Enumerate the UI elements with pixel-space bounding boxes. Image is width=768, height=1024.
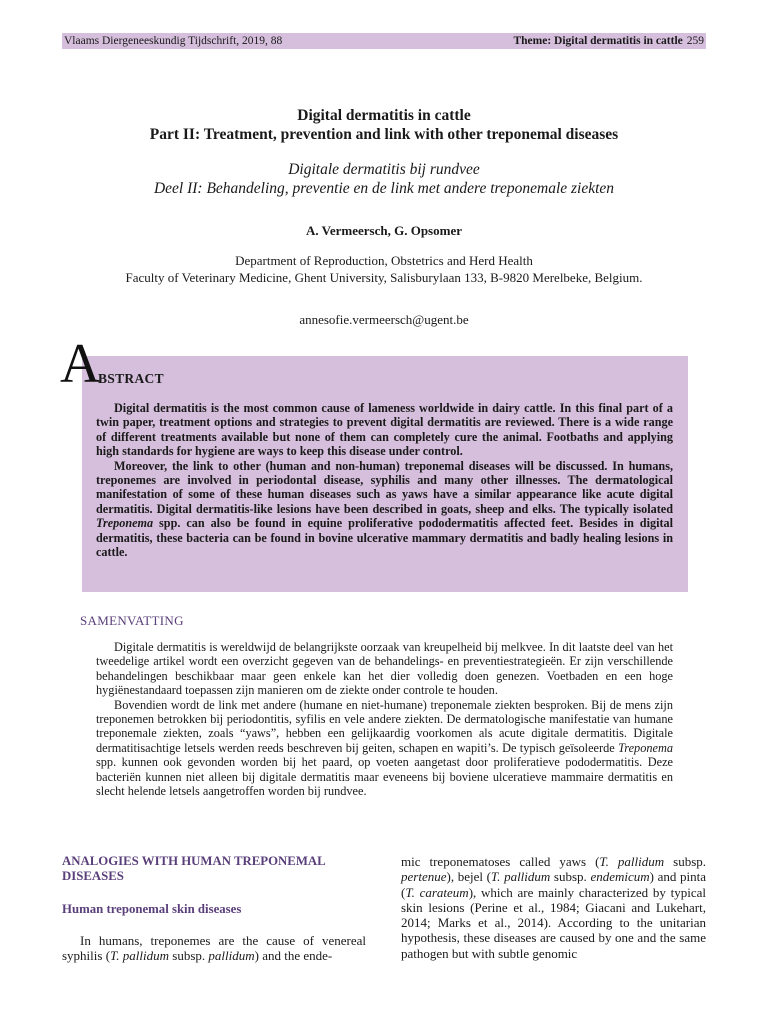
authors: A. Vermeersch, G. Opsomer (306, 223, 462, 238)
abstract-text (96, 401, 673, 559)
running-header (62, 33, 706, 49)
article-title (62, 106, 706, 144)
abstract-heading: BSTRACT (98, 371, 164, 386)
right-italic-3: T. pallidum (490, 869, 551, 885)
samenvatting-p2-italic: Treponema (618, 740, 673, 755)
right-text-b: subsp. (664, 854, 706, 869)
samenvatting-p2-part-b: spp. kunnen ook gevonden worden bij het paard, op voeten aangetast door proliferatieve pododermatitis. Deze bacteriën kunnen niet alleen bij digitale dermatitis maar eveneens bij boviene ulceratieve mammaire dermatitis en slecht helende letsels aangetroffen worden bij rundvee. (96, 755, 673, 799)
left-italic-1: T. pallidum (110, 948, 170, 963)
title-line-1: Digital dermatitis in cattle (297, 107, 471, 124)
left-text-a: In humans, treponemes are the cause of venereal syphilis ( (62, 933, 366, 963)
dutch-title-line-2: Deel II: Behandeling, preventie en de link met andere treponemale ziekten (153, 180, 615, 197)
right-italic-2: pertenue (401, 869, 447, 885)
samenvatting-paragraph-2 (96, 698, 673, 799)
journal-citation: Vlaams Diergeneeskundig Tijdschrift, 2019, 88 (64, 35, 283, 47)
samenvatting-text (96, 640, 673, 798)
subsection-heading: Human treponemal skin diseases (62, 902, 242, 916)
title-line-2: Part II: Treatment, prevention and link with other treponemal diseases (149, 126, 619, 143)
left-column-body (62, 933, 366, 963)
right-text-c: ), bejel ( (446, 869, 491, 885)
abstract-paragraph-1: Digital dermatitis is the most common cause of lameness worldwide in dairy cattle. In this final part of a twin paper, treatment options and strategies to prevent digital dermatitis are reviewed. There is a wide range of different treatments available but none of them can completely cure the animal. Footbaths and applying high standards for hygiene are ways to keep this disease under control. (96, 401, 673, 459)
samenvatting-heading: SAMENVATTING (80, 613, 184, 628)
affiliation-line-2: Faculty of Veterinary Medicine, Ghent University, Salisburylaan 133, B-9820 Merelbeke, Belgium. (125, 270, 643, 285)
author-email: annesofie.vermeersch@ugent.be (299, 312, 469, 327)
article-title-dutch (62, 160, 706, 198)
abstract-drop-cap: A (60, 333, 101, 395)
right-text-a: mic treponematoses called yaws ( (401, 854, 600, 869)
right-text-f: ), which are mainly characterized by typical skin lesions (Perine et al., 1984; Giacani and Lukehart, 2014; Marks et al., 2014). According to the unitarian hypothesis, these diseases are caused by one and the same pathogen but with subtle genomic (401, 884, 706, 961)
right-text-e: ) and pinta ( (401, 869, 706, 900)
right-text-d: subsp. (550, 869, 591, 885)
theme-text: Theme: Digital dermatitis in cattle (513, 35, 683, 47)
theme-label (513, 33, 704, 49)
right-column (401, 854, 706, 961)
abstract-p2-part-a: Moreover, the link to other (human and non-human) treponemal diseases will be discussed. In humans, treponemes are involved in periodontal disease, syphilis and many other illnesses. The dermatological manifestation of some of these human diseases such as yaws have a similar appearance like acute digital dermatitis. Digital dermatitis-like lesions have been described in goats, sheep and elks. The typically isolated (96, 458, 673, 516)
left-text-b: subsp. (169, 948, 209, 963)
left-italic-2: pallidum (208, 948, 255, 963)
affiliation-line-1: Department of Reproduction, Obstetrics and Herd Health (235, 253, 533, 268)
right-italic-1: T. pallidum (599, 854, 665, 869)
samenvatting-p2-part-a: Bovendien wordt de link met andere (humane en niet-humane) treponemale ziekten besproken. Bij de mens zijn treponemen betrokken bij periodontitis, syfilis en vele andere ziekten. De dermatologische manifestatie van humane treponemale ziekten, zoals “yaws”, hebben een gelijkaardig voorkomen als acute digitale dermatitis. Digitale dermatitisachtige letsels werden reeds beschreven bij geiten, schapen en wapiti’s. De typisch geïsoleerde (96, 697, 673, 755)
right-italic-4: endemicum (590, 869, 650, 885)
abstract-paragraph-2 (96, 459, 673, 560)
abstract-p2-italic: Treponema (96, 516, 154, 531)
section-heading: ANALOGIES WITH HUMAN TREPONEMAL DISEASES (62, 854, 325, 883)
left-column-paragraph (62, 933, 366, 963)
left-column (62, 854, 366, 963)
abstract-p2-part-b: spp. can also be found in equine proliferative pododermatitis affected feet. Besides in digital dermatitis, these bacteria can be found in bovine ulcerative mammary dermatitis and badly healing lesions in cattle. (96, 516, 673, 560)
samenvatting-paragraph-1: Digitale dermatitis is wereldwijd de belangrijkste oorzaak van kreupelheid bij melkvee. In dit laatste deel van het tweedelige artikel wordt een overzicht gegeven van de behandelings- en preventiestrategieën. Er zijn verschillende behandelingen beschikbaar maar geen enkele kan het dier volledig doen genezen. Voetbaden en een hoge hygiënestandaard toepassen zijn manieren om de ziekte onder controle te houden. (96, 640, 673, 698)
dutch-title-line-1: Digitale dermatitis bij rundvee (288, 161, 480, 178)
right-column-paragraph (401, 854, 706, 961)
affiliation (62, 252, 706, 286)
left-text-c: ) and the ende- (254, 948, 333, 963)
page-number: 259 (686, 35, 704, 47)
right-italic-5: T. carateum (405, 884, 469, 900)
